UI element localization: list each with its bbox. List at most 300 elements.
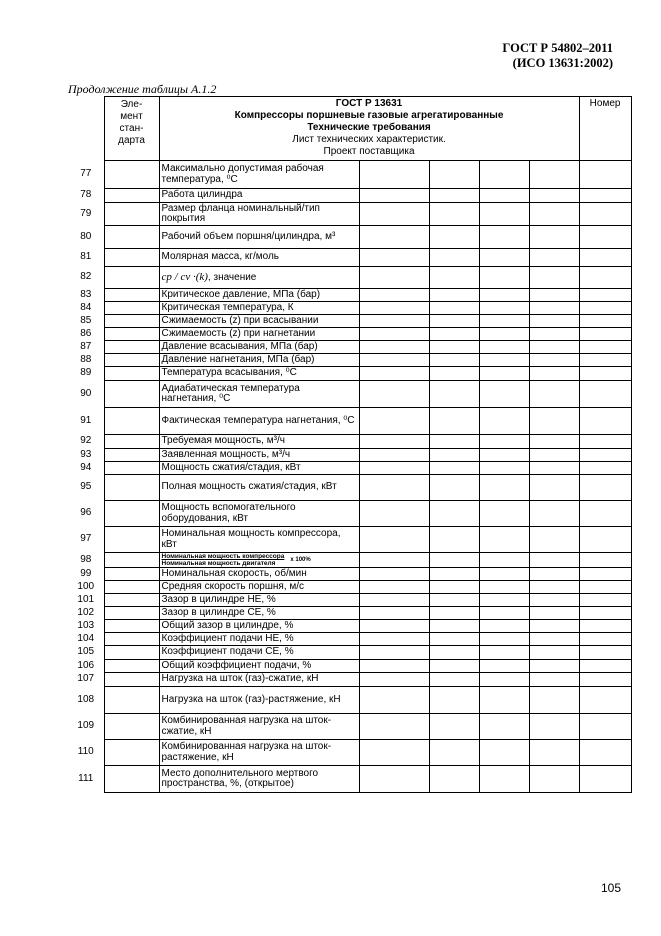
value-cell: [359, 620, 429, 633]
element-cell: [104, 646, 159, 660]
value-cell: [429, 687, 479, 714]
value-cell: [359, 660, 429, 673]
row-number: 106: [77, 659, 95, 671]
value-cell: [529, 315, 579, 328]
table-row: [68, 581, 631, 594]
element-cell: [104, 435, 159, 449]
table-row: [68, 527, 631, 553]
value-cell: [479, 475, 529, 501]
value-cell: [529, 607, 579, 620]
table-row: [68, 462, 631, 475]
value-cell: [429, 408, 479, 435]
value-cell: [579, 289, 631, 302]
value-cell: [579, 249, 631, 267]
iso-code: (ИСО 13631:2002): [512, 56, 613, 70]
element-column-header: Эле- мент стан- дарта: [104, 97, 159, 161]
value-cell: [529, 673, 579, 687]
value-cell: [529, 568, 579, 581]
parameter-cell: Критическое давление, МПа (бар): [159, 289, 359, 302]
value-cell: [359, 740, 429, 766]
value-cell: [479, 607, 529, 620]
row-number: 92: [80, 435, 92, 447]
element-cell: [104, 408, 159, 435]
value-cell: [359, 267, 429, 289]
value-cell: [479, 249, 529, 267]
value-cell: [529, 161, 579, 189]
value-cell: [359, 553, 429, 568]
element-cell: [104, 354, 159, 367]
parameter-cell: Фактическая температура нагнетания, ⁰С: [159, 408, 359, 435]
value-cell: [429, 381, 479, 408]
value-cell: [579, 501, 631, 527]
element-cell: [104, 568, 159, 581]
value-cell: [579, 189, 631, 203]
value-cell: [529, 462, 579, 475]
value-cell: [429, 673, 479, 687]
table-row: [68, 607, 631, 620]
value-cell: [579, 607, 631, 620]
value-cell: [359, 341, 429, 354]
value-cell: [429, 660, 479, 673]
element-cell: [104, 501, 159, 527]
value-cell: [579, 633, 631, 646]
table-row: [68, 302, 631, 315]
value-cell: [429, 435, 479, 449]
value-cell: [529, 633, 579, 646]
row-number: 88: [80, 353, 92, 365]
standard-code: ГОСТ Р 54802–2011: [502, 41, 613, 55]
value-cell: [359, 633, 429, 646]
element-cell: [104, 249, 159, 267]
value-cell: [529, 408, 579, 435]
element-cell: [104, 740, 159, 766]
power-ratio-fraction: [162, 553, 285, 567]
value-cell: [429, 449, 479, 462]
value-cell: [529, 435, 579, 449]
parameter-cell: [159, 553, 359, 568]
parameter-cell: Молярная масса, кг/моль: [159, 249, 359, 267]
row-number: 91: [80, 414, 92, 426]
value-cell: [579, 381, 631, 408]
value-cell: [529, 381, 579, 408]
formula: cp / cv ·(k): [161, 270, 208, 283]
value-cell: [429, 607, 479, 620]
parameter-cell: Комбинированная нагрузка на шток-сжатие, кН: [159, 714, 359, 740]
row-number: 87: [80, 340, 92, 352]
table-row: [68, 354, 631, 367]
value-cell: [529, 594, 579, 607]
value-cell: [359, 687, 429, 714]
table-caption: Продолжение таблицы А.1.2: [68, 82, 217, 96]
parameter-cell: Требуемая мощность, м³/ч: [159, 435, 359, 449]
table-row: [68, 267, 631, 289]
document-header: [502, 41, 613, 71]
value-cell: [429, 766, 479, 793]
element-cell: [104, 315, 159, 328]
element-cell: [104, 687, 159, 714]
value-cell: [429, 633, 479, 646]
value-cell: [579, 527, 631, 553]
parameter-cell: Общий зазор в цилиндре, %: [159, 620, 359, 633]
value-cell: [429, 354, 479, 367]
value-cell: [479, 687, 529, 714]
parameter-cell: Максимально допустимая рабочая температура, ⁰С: [159, 161, 359, 189]
value-cell: [429, 249, 479, 267]
title-gost: ГОСТ Р 13631: [335, 98, 403, 109]
value-cell: [479, 660, 529, 673]
table-row: [68, 687, 631, 714]
value-cell: [479, 203, 529, 226]
value-cell: [479, 633, 529, 646]
parameter-text: , значение: [207, 271, 257, 283]
row-number: 105: [77, 646, 95, 658]
row-number: 83: [80, 288, 92, 300]
value-cell: [479, 315, 529, 328]
row-number: 111: [78, 772, 94, 784]
value-cell: [579, 408, 631, 435]
fraction-denominator: Номинальная мощность двигателя: [161, 560, 276, 567]
value-cell: [529, 249, 579, 267]
value-cell: [479, 328, 529, 341]
parameter-cell: Нагрузка на шток (газ)-сжатие, кН: [159, 673, 359, 687]
table-row: [68, 475, 631, 501]
table-row: [68, 226, 631, 249]
value-cell: [429, 646, 479, 660]
element-cell: [104, 462, 159, 475]
row-number: 96: [80, 507, 92, 519]
value-cell: [359, 189, 429, 203]
row-number: 81: [80, 251, 92, 263]
value-cell: [359, 766, 429, 793]
value-cell: [359, 435, 429, 449]
value-cell: [529, 203, 579, 226]
table-row: [68, 408, 631, 435]
table-row: [68, 341, 631, 354]
value-cell: [529, 475, 579, 501]
value-cell: [359, 302, 429, 315]
value-cell: [579, 302, 631, 315]
title-sheet: Лист технических характеристик.: [292, 134, 446, 145]
value-cell: [429, 226, 479, 249]
value-cell: [529, 660, 579, 673]
number-column-header: Номер: [579, 97, 631, 161]
row-number: 107: [77, 673, 95, 685]
value-cell: [579, 740, 631, 766]
table-row: [68, 594, 631, 607]
row-number: 103: [77, 619, 95, 631]
parameter-cell: [159, 267, 359, 289]
element-cell: [104, 381, 159, 408]
element-cell: [104, 594, 159, 607]
value-cell: [529, 302, 579, 315]
value-cell: [529, 289, 579, 302]
element-cell: [104, 714, 159, 740]
row-number: 94: [80, 461, 92, 473]
table-row: [68, 449, 631, 462]
value-cell: [359, 315, 429, 328]
value-cell: [479, 302, 529, 315]
table-row: [68, 646, 631, 660]
value-cell: [529, 449, 579, 462]
value-cell: [579, 315, 631, 328]
value-cell: [429, 568, 479, 581]
parameter-cell: Давление всасывания, МПа (бар): [159, 341, 359, 354]
value-cell: [529, 714, 579, 740]
value-cell: [579, 687, 631, 714]
value-cell: [579, 766, 631, 793]
table-row: [68, 203, 631, 226]
parameter-cell: Зазор в цилиндре НЕ, %: [159, 594, 359, 607]
value-cell: [429, 189, 479, 203]
value-cell: [429, 581, 479, 594]
value-cell: [579, 620, 631, 633]
title-requirements: Технические требования: [307, 122, 431, 133]
value-cell: [579, 354, 631, 367]
table-body: [68, 161, 631, 793]
page-number: 105: [600, 881, 621, 895]
value-cell: [579, 594, 631, 607]
parameter-cell: Номинальная мощность компрессора, кВт: [159, 527, 359, 553]
value-cell: [429, 367, 479, 381]
value-cell: [529, 766, 579, 793]
value-cell: [479, 354, 529, 367]
value-cell: [529, 341, 579, 354]
element-cell: [104, 553, 159, 568]
element-cell: [104, 203, 159, 226]
value-cell: [359, 381, 429, 408]
value-cell: [479, 226, 529, 249]
value-cell: [359, 607, 429, 620]
value-cell: [429, 341, 479, 354]
value-cell: [579, 646, 631, 660]
row-number: 80: [80, 230, 92, 242]
table-row: [68, 435, 631, 449]
element-cell: [104, 620, 159, 633]
value-cell: [359, 354, 429, 367]
value-cell: [429, 161, 479, 189]
value-cell: [479, 381, 529, 408]
element-cell: [104, 302, 159, 315]
value-cell: [579, 341, 631, 354]
row-number: 89: [80, 367, 92, 379]
table-row: [68, 568, 631, 581]
value-cell: [429, 740, 479, 766]
fraction-multiplier: x 100%: [290, 556, 311, 563]
row-number: 104: [77, 632, 95, 644]
parameter-cell: Размер фланца номинальный/тип покрытия: [159, 203, 359, 226]
value-cell: [579, 462, 631, 475]
element-cell: [104, 449, 159, 462]
value-cell: [359, 328, 429, 341]
parameter-cell: Коэффициент подачи СЕ, %: [159, 646, 359, 660]
row-number: 79: [80, 207, 92, 219]
value-cell: [479, 435, 529, 449]
value-cell: [429, 289, 479, 302]
row-number: 101: [77, 593, 95, 605]
element-cell: [104, 673, 159, 687]
value-cell: [429, 594, 479, 607]
parameter-cell: Зазор в цилиндре СЕ, %: [159, 607, 359, 620]
element-cell: [104, 660, 159, 673]
value-cell: [579, 328, 631, 341]
value-cell: [429, 267, 479, 289]
value-cell: [429, 315, 479, 328]
value-cell: [529, 367, 579, 381]
header-spacer: [68, 97, 104, 161]
value-cell: [429, 328, 479, 341]
table-row: [68, 633, 631, 646]
value-cell: [579, 449, 631, 462]
value-cell: [359, 249, 429, 267]
table-row: [68, 620, 631, 633]
value-cell: [359, 289, 429, 302]
value-cell: [479, 581, 529, 594]
parameter-cell: Номинальная скорость, об/мин: [159, 568, 359, 581]
value-cell: [429, 462, 479, 475]
row-number: 95: [80, 481, 92, 493]
parameter-cell: Коэффициент подачи НЕ, %: [159, 633, 359, 646]
row-number: 77: [80, 168, 92, 180]
value-cell: [429, 501, 479, 527]
value-cell: [579, 475, 631, 501]
value-cell: [479, 189, 529, 203]
parameter-cell: Общий коэффициент подачи, %: [159, 660, 359, 673]
value-cell: [479, 462, 529, 475]
value-cell: [359, 581, 429, 594]
value-cell: [479, 673, 529, 687]
value-cell: [479, 527, 529, 553]
value-cell: [359, 568, 429, 581]
row-number: 109: [77, 720, 95, 732]
table-row: [68, 289, 631, 302]
table-row: [68, 249, 631, 267]
element-cell: [104, 475, 159, 501]
value-cell: [479, 449, 529, 462]
table-row: [68, 381, 631, 408]
parameter-cell: Средняя скорость поршня, м/с: [159, 581, 359, 594]
value-cell: [579, 367, 631, 381]
row-number: 84: [80, 301, 92, 313]
value-cell: [579, 553, 631, 568]
value-cell: [579, 568, 631, 581]
parameter-cell: Полная мощность сжатия/стадия, кВт: [159, 475, 359, 501]
value-cell: [359, 714, 429, 740]
element-cell: [104, 189, 159, 203]
parameter-cell: Давление нагнетания, МПа (бар): [159, 354, 359, 367]
row-number: 108: [77, 693, 95, 705]
value-cell: [479, 501, 529, 527]
value-cell: [429, 475, 479, 501]
value-cell: [479, 766, 529, 793]
element-cell: [104, 367, 159, 381]
value-cell: [529, 553, 579, 568]
value-cell: [529, 354, 579, 367]
element-cell: [104, 226, 159, 249]
value-cell: [479, 646, 529, 660]
value-cell: [579, 660, 631, 673]
table-row: [68, 714, 631, 740]
table-row: [68, 553, 631, 568]
value-cell: [359, 226, 429, 249]
value-cell: [359, 501, 429, 527]
value-cell: [359, 646, 429, 660]
value-cell: [479, 594, 529, 607]
row-number: 97: [80, 533, 92, 545]
table-row: [68, 673, 631, 687]
value-cell: [479, 341, 529, 354]
element-cell: [104, 527, 159, 553]
parameter-cell: Мощность сжатия/стадия, кВт: [159, 462, 359, 475]
row-number: 90: [80, 387, 92, 399]
value-cell: [359, 203, 429, 226]
value-cell: [529, 687, 579, 714]
value-cell: [529, 501, 579, 527]
value-cell: [359, 367, 429, 381]
value-cell: [579, 714, 631, 740]
parameter-cell: Место дополнительного мертвого пространства, %, (открытое): [159, 766, 359, 793]
row-number: 93: [80, 448, 92, 460]
value-cell: [429, 527, 479, 553]
parameter-cell: Сжимаемость (z) при всасывании: [159, 315, 359, 328]
value-cell: [579, 161, 631, 189]
row-number: 78: [80, 189, 92, 201]
fraction-numerator: Номинальная мощность компрессора: [161, 553, 285, 560]
value-cell: [429, 553, 479, 568]
element-cell: [104, 328, 159, 341]
value-cell: [579, 267, 631, 289]
value-cell: [529, 527, 579, 553]
value-cell: [529, 740, 579, 766]
table-row: [68, 660, 631, 673]
parameter-cell: Сжимаемость (z) при нагнетании: [159, 328, 359, 341]
value-cell: [579, 581, 631, 594]
parameter-cell: Комбинированная нагрузка на шток-растяжение, кН: [159, 740, 359, 766]
value-cell: [579, 435, 631, 449]
parameter-cell: Критическая температура, К: [159, 302, 359, 315]
table-row: [68, 315, 631, 328]
element-cell: [104, 581, 159, 594]
row-number: 110: [77, 746, 94, 758]
value-cell: [359, 594, 429, 607]
table-row: [68, 367, 631, 381]
parameter-cell: Температура всасывания, ⁰С: [159, 367, 359, 381]
value-cell: [479, 289, 529, 302]
value-cell: [479, 553, 529, 568]
table-row: [68, 501, 631, 527]
value-cell: [479, 740, 529, 766]
value-cell: [479, 161, 529, 189]
parameter-cell: Адиабатическая температура нагнетания, ⁰С: [159, 381, 359, 408]
value-cell: [579, 673, 631, 687]
parameter-cell: Мощность вспомогательного оборудования, кВт: [159, 501, 359, 527]
value-cell: [359, 161, 429, 189]
value-cell: [359, 527, 429, 553]
value-cell: [579, 226, 631, 249]
row-number: 102: [77, 606, 95, 618]
value-cell: [529, 226, 579, 249]
value-cell: [359, 462, 429, 475]
title-compressors: Компрессоры поршневые газовые агрегатированные: [234, 110, 504, 121]
parameter-cell: Заявленная мощность, м³/ч: [159, 449, 359, 462]
element-cell: [104, 289, 159, 302]
row-number: 100: [77, 580, 95, 592]
element-cell: [104, 766, 159, 793]
element-cell: [104, 633, 159, 646]
value-cell: [479, 568, 529, 581]
value-cell: [479, 367, 529, 381]
value-cell: [429, 302, 479, 315]
value-cell: [529, 328, 579, 341]
